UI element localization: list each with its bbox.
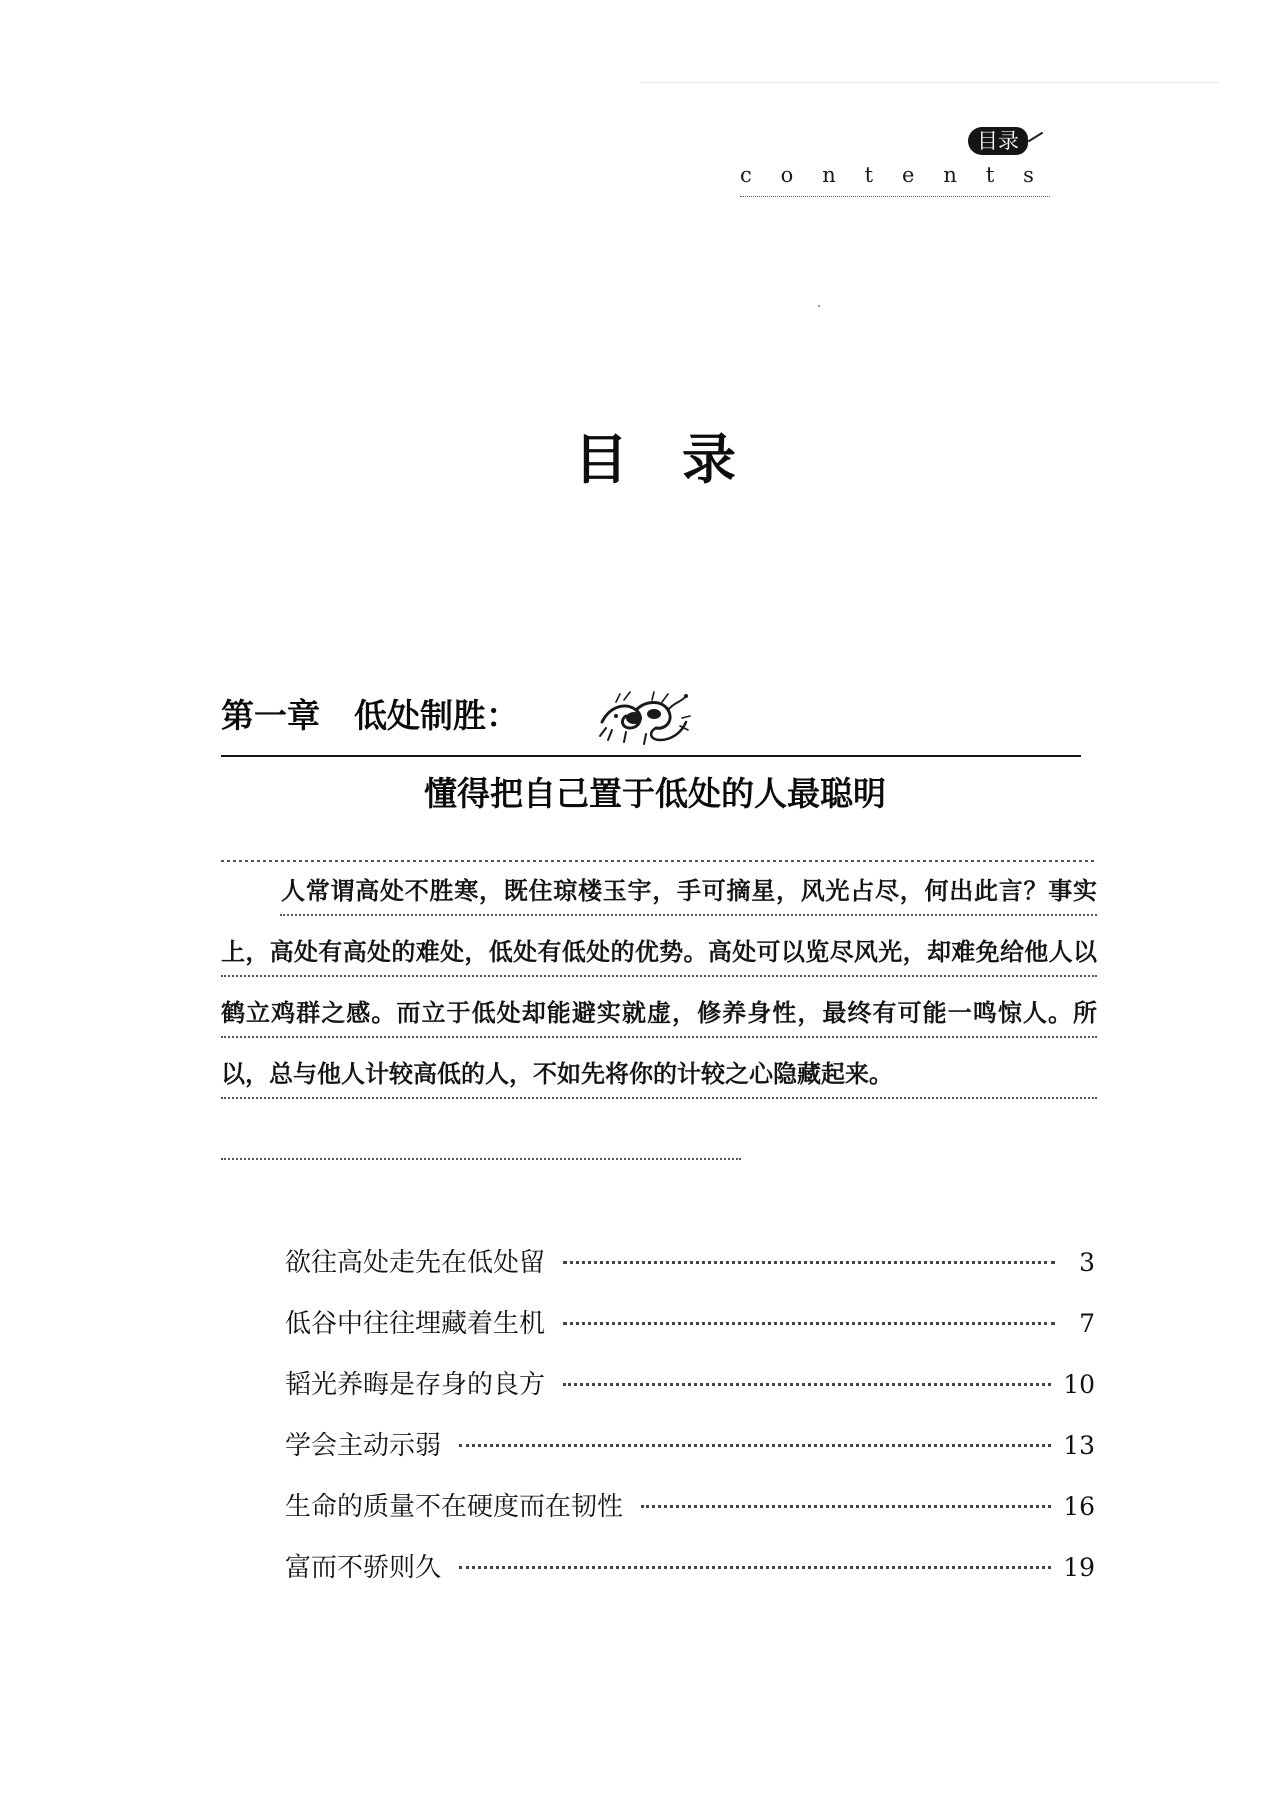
header-contents-letter: n (943, 163, 957, 187)
toc-dot-leader (459, 1444, 1051, 1447)
header-badge: 目录 (968, 127, 1028, 155)
header-contents-letter: e (902, 163, 915, 187)
chapter-heading (221, 692, 519, 740)
header-contents-letter: s (1023, 163, 1034, 187)
scan-edge-line (640, 82, 1220, 83)
toc-entry[interactable] (285, 1537, 1095, 1598)
chapter-intro: 人常谓高处不胜寒，既住琼楼玉宇，手可摘星，风光占尽，何出此言？事实上，高处有高处的难处，低处有低处的优势。高处可以览尽风光，却难免给他人以鹤立鸡群之感。而立于低处却能避实就虚，修养身性，最终有可能一鸣惊人。所以，总与他人计较高低的人，不如先将你的计较之心隐藏起来。 (221, 860, 1097, 1104)
chapter-rule (221, 755, 1081, 757)
header-contents-letter: c (740, 163, 752, 187)
intro-underline (280, 914, 1097, 916)
toc-dot-leader (459, 1566, 1051, 1569)
toc-page-number: 19 (1063, 1553, 1095, 1582)
running-header (740, 118, 1050, 204)
toc-entry[interactable] (285, 1293, 1095, 1354)
chapter-subtitle: 懂得把自己置于低处的人最聪明 (424, 774, 886, 813)
header-contents-letter: t (985, 163, 995, 187)
intro-underline (221, 1097, 1097, 1099)
toc-entry[interactable] (285, 1354, 1095, 1415)
toc-dot-leader (641, 1505, 1051, 1508)
toc-page-number: 13 (1063, 1431, 1095, 1460)
intro-underline (221, 1036, 1097, 1038)
header-dotted-rule (740, 196, 1050, 197)
dragon-icon (596, 688, 692, 748)
toc-page-number: 7 (1079, 1309, 1095, 1338)
toc-page-number: 10 (1063, 1370, 1095, 1399)
header-contents-word (740, 162, 1034, 188)
toc-entry-title: 欲往高处走先在低处留 (285, 1248, 546, 1278)
toc-dot-leader (563, 1383, 1051, 1386)
toc-entry-title: 韬光养晦是存身的良方 (285, 1370, 546, 1400)
header-contents-letter: n (822, 163, 836, 187)
intro-underline (221, 1158, 741, 1160)
page-title: 目 录 (574, 428, 736, 491)
header-contents-letter: t (864, 163, 874, 187)
chapter-title: 低处制胜： (354, 696, 519, 735)
toc-dot-leader (563, 1322, 1055, 1325)
header-slash-mark (1028, 132, 1043, 143)
toc-page-number: 16 (1063, 1492, 1095, 1521)
chapter-number: 第一章 (221, 696, 320, 735)
toc-entry[interactable] (285, 1232, 1095, 1293)
toc-entry-title: 生命的质量不在硬度而在韧性 (285, 1492, 624, 1522)
toc-page-number: 3 (1079, 1248, 1095, 1277)
toc-entry-title: 学会主动示弱 (285, 1431, 442, 1461)
toc-dot-leader (563, 1261, 1055, 1264)
toc-entry[interactable] (285, 1476, 1095, 1537)
toc-entry-title: 低谷中往往埋藏着生机 (285, 1309, 546, 1339)
toc-entry[interactable] (285, 1415, 1095, 1476)
toc-entry-title: 富而不骄则久 (285, 1553, 442, 1583)
header-contents-letter: o (780, 163, 794, 187)
scan-speck (818, 305, 820, 307)
intro-underline (221, 975, 1097, 977)
table-of-contents (285, 1232, 1095, 1598)
